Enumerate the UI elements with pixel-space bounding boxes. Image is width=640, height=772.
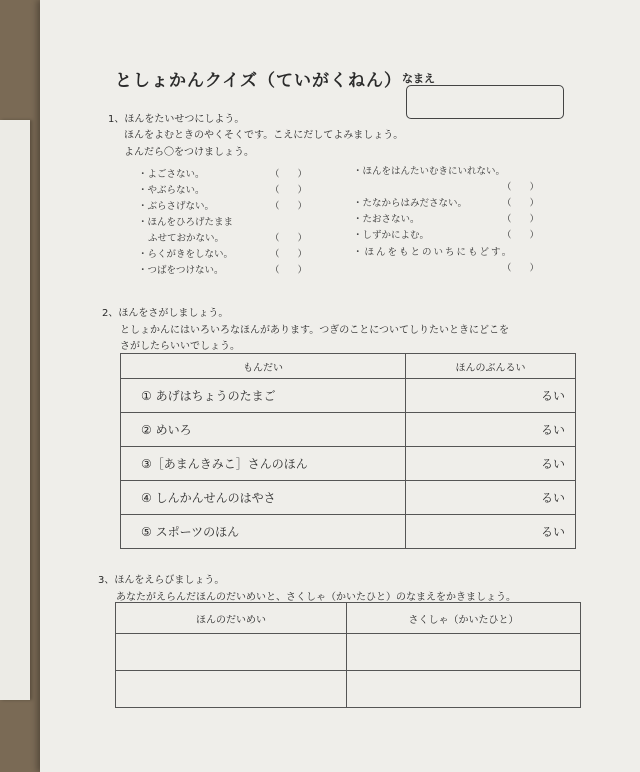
- classification-table: [120, 353, 576, 549]
- q3-heading: 3、ほんをえらびましょう。: [98, 575, 225, 586]
- rule-item: ふせておかない。: [148, 233, 225, 244]
- answer-cell[interactable]: るい: [406, 447, 576, 481]
- q2-heading: 2、ほんをさがしましょう。: [102, 308, 229, 319]
- col-header-classification: ほんのぶんるい: [406, 354, 576, 379]
- rule-item: ・ほんをもとのいちにもどす。: [353, 247, 514, 258]
- q1-instruction-2: よんだら〇をつけましょう。: [124, 147, 254, 158]
- answer-parens[interactable]: （）: [270, 249, 326, 260]
- answer-parens[interactable]: （）: [502, 214, 558, 225]
- title-cell[interactable]: [116, 634, 347, 671]
- title-cell[interactable]: [116, 671, 347, 708]
- q3-instruction: あなたがえらんだほんのだいめいと、さくしゃ（かいたひと）のなまえをかきましょう。: [116, 592, 516, 603]
- rule-item: ・ほんをひろげたまま: [138, 217, 234, 228]
- question-cell: ⑤ スポーツのほん: [121, 515, 406, 549]
- answer-cell[interactable]: るい: [406, 379, 576, 413]
- answer-parens[interactable]: （）: [502, 198, 558, 209]
- rule-item: ・らくがきをしない。: [138, 249, 234, 260]
- q1-heading: 1、ほんをたいせつにしよう。: [108, 114, 245, 125]
- q2-instruction-2: さがしたらいいでしょう。: [120, 341, 240, 352]
- table-row: [121, 481, 576, 515]
- rule-item: ・ぶらさげない。: [138, 201, 215, 212]
- answer-parens[interactable]: （）: [270, 169, 326, 180]
- table-row: [121, 413, 576, 447]
- rule-item: ・しずかによむ。: [353, 230, 430, 241]
- rule-item: ・たなからはみださない。: [353, 198, 468, 209]
- rule-item: ・よごさない。: [138, 169, 205, 180]
- col-header-title: ほんのだいめい: [116, 603, 347, 634]
- rule-item: ・つばをつけない。: [138, 265, 224, 276]
- worksheet: [40, 0, 640, 772]
- rule-item: ・やぶらない。: [138, 185, 205, 196]
- name-field[interactable]: [406, 85, 564, 119]
- answer-parens[interactable]: （）: [502, 182, 558, 193]
- answer-parens[interactable]: （）: [270, 185, 326, 196]
- author-cell[interactable]: [347, 671, 581, 708]
- answer-parens[interactable]: （）: [502, 230, 558, 241]
- q2-instruction-1: としょかんにはいろいろなほんがあります。つぎのことについてしりたいときにどこを: [120, 325, 509, 336]
- author-cell[interactable]: [347, 634, 581, 671]
- background-sheet: [0, 120, 30, 700]
- table-row: [116, 634, 581, 671]
- answer-cell[interactable]: るい: [406, 413, 576, 447]
- answer-parens[interactable]: （）: [270, 201, 326, 212]
- col-header-question: もんだい: [121, 354, 406, 379]
- table-row: [121, 447, 576, 481]
- table-row: [116, 671, 581, 708]
- question-cell: ② めいろ: [121, 413, 406, 447]
- question-cell: ① あげはちょうのたまご: [121, 379, 406, 413]
- answer-parens[interactable]: （）: [502, 263, 558, 274]
- book-record-table: [115, 602, 581, 708]
- rule-item: ・たおさない。: [353, 214, 420, 225]
- q1-instruction-1: ほんをよむときのやくそくです。こえにだしてよみましょう。: [124, 130, 404, 141]
- answer-parens[interactable]: （）: [270, 265, 326, 276]
- table-row: [121, 379, 576, 413]
- answer-parens[interactable]: （）: [270, 233, 326, 244]
- table-row: [121, 515, 576, 549]
- worksheet-title: としょかんクイズ（ていがくねん）: [115, 71, 402, 91]
- answer-cell[interactable]: るい: [406, 515, 576, 549]
- question-cell: ④ しんかんせんのはやさ: [121, 481, 406, 515]
- col-header-author: さくしゃ（かいたひと）: [347, 603, 581, 634]
- question-cell: ③［あまんきみこ］さんのほん: [121, 447, 406, 481]
- answer-cell[interactable]: るい: [406, 481, 576, 515]
- name-label: なまえ: [402, 72, 435, 85]
- rule-item: ・ほんをはんたいむきにいれない。: [353, 166, 506, 177]
